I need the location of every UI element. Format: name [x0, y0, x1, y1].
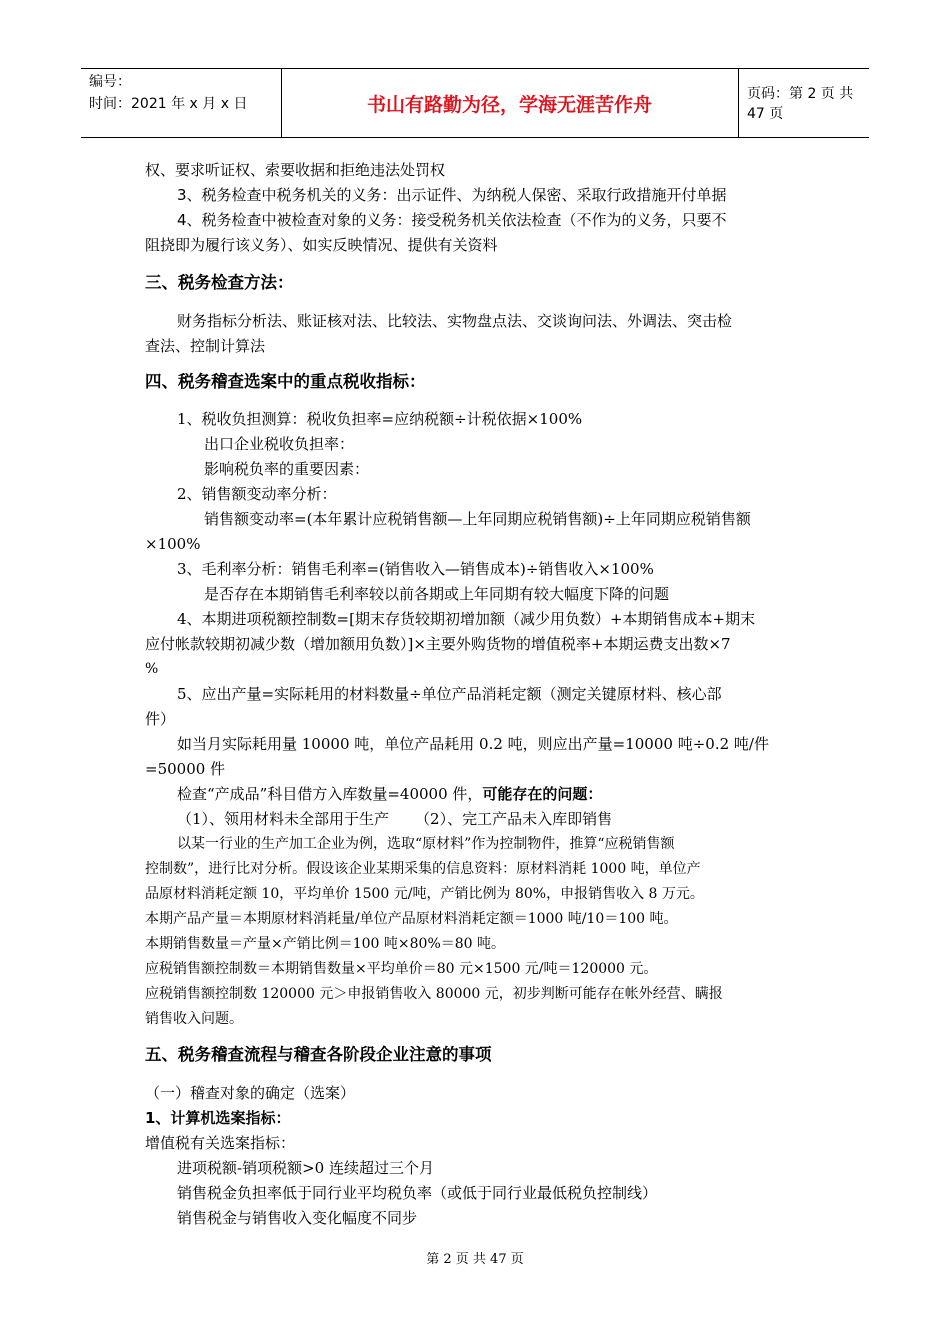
body-line: 3、税务检查中税务机关的义务：出示证件、为纳税人保密、采取行政措施开付单据: [177, 186, 727, 204]
section-heading: 四、税务稽查选案中的重点税收指标：: [145, 372, 426, 391]
body-text: 检查“产成品”科目借方入库数量=40000 件，: [177, 785, 483, 803]
body-line: 件）: [145, 710, 176, 728]
body-line: [177, 809, 612, 829]
body-line: 1、税收负担测算：税收负担率=应纳税额÷计税依据×100%: [177, 410, 583, 428]
body-line: 销售额变动率=(本年累计应税销售额—上年同期应税销售额)÷上年同期应税销售额: [204, 510, 751, 528]
body-line: 查法、控制计算法: [145, 337, 266, 355]
body-line: 是否存在本期销售毛利率较以前各期或上年同期有较大幅度下降的问题: [204, 585, 670, 603]
body-line: 销售收入问题。: [145, 1011, 243, 1027]
subsection-heading: 1、计算机选案指标：: [145, 1109, 291, 1127]
body-line: 应税销售额控制数 120000 元＞申报销售收入 80000 元，初步判断可能存在帐外经营、瞒报: [145, 986, 723, 1002]
body-line: 应税销售额控制数＝本期销售数量×平均单价＝80 元×1500 元/吨＝120000 元。: [145, 961, 658, 977]
body-line: ×100%: [145, 535, 201, 553]
body-line: 销售税金与销售收入变化幅度不同步: [177, 1209, 418, 1227]
body-line: 权、要求听证权、索要收据和拒绝违法处罚权: [145, 161, 446, 179]
bold-emphasis: 可能存在的问题：: [482, 785, 603, 803]
header-meta: [81, 69, 281, 137]
body-line: 如当月实际耗用量 10000 吨，单位产品耗用 0.2 吨，则应出产量=10000 吨÷0.2 吨/件: [177, 735, 769, 753]
body-line: 4、税务检查中被检查对象的义务：接受税务机关依法检查（不作为的义务，只要不: [177, 211, 727, 229]
body-line: 销售税金负担率低于同行业平均税负率（或低于同行业最低税负控制线）: [177, 1184, 658, 1202]
document-time: 时间：2021 年 x 月 x 日: [89, 96, 248, 112]
header-motto: 书山有路勤为径，学海无涯苦作舟: [366, 93, 652, 116]
body-line: 财务指标分析法、账证核对法、比较法、实物盘点法、交谈询问法、外调法、突击检: [177, 312, 733, 330]
body-text: （2）、完工产品未入库即销售: [415, 810, 613, 828]
body-line: 应付帐款较期初减少数（增加额用负数）]×主要外购货物的增值税率+本期运费支出数×7: [145, 635, 731, 653]
page-header: [81, 68, 869, 138]
body-line: 3、毛利率分析：销售毛利率=(销售收入—销售成本)÷销售收入×100%: [177, 560, 654, 578]
body-line: （一）稽查对象的确定（选案）: [145, 1084, 356, 1102]
body-line: 控制数”，进行比对分析。假设该企业某期采集的信息资料：原材料消耗 1000 吨，单位产: [145, 861, 701, 877]
body-line: 进项税额-销项税额>0 连续超过三个月: [177, 1159, 434, 1177]
section-heading: 三、税务检查方法：: [145, 273, 294, 292]
body-line: %: [145, 661, 159, 677]
document-number: 编号：: [89, 74, 131, 90]
body-line: 出口企业税收负担率：: [204, 435, 355, 453]
body-line: 增值税有关选案指标：: [145, 1134, 296, 1152]
body-line: 2、销售额变动率分析：: [177, 485, 337, 503]
body-line: =50000 件: [145, 760, 226, 778]
body-line: 本期产品产量＝本期原材料消耗量/单位产品原材料消耗定额＝1000 吨/10＝100 吨。: [145, 911, 678, 927]
section-heading: 五、税务稽查流程与稽查各阶段企业注意的事项: [145, 1045, 492, 1064]
body-line: 阻挠即为履行该义务）、如实反映情况、提供有关资料: [145, 236, 498, 254]
body-line: 影响税负率的重要因素：: [204, 460, 370, 478]
body-line: 本期销售数量＝产量×产销比例＝100 吨×80%＝80 吨。: [145, 936, 506, 952]
body-line: 品原材料消耗定额 10，平均单价 1500 元/吨，产销比例为 80%，申报销售收入 8 万元。: [145, 886, 704, 902]
header-page-number: 页码：第 2 页 共 47 页: [747, 86, 854, 122]
body-text: （1）、领用材料未全部用于生产: [177, 810, 390, 828]
body-line: 4、本期进项税额控制数=[期末存货较期初增加额（减少用负数）+本期销售成本+期末: [177, 610, 756, 628]
page-footer: 第 2 页 共 47 页: [426, 1252, 524, 1267]
body-line: 5、应出产量=实际耗用的材料数量÷单位产品消耗定额（测定关键原材料、核心部: [177, 685, 722, 703]
body-line: 以某一行业的生产加工企业为例，选取“原材料”作为控制物件，推算“应税销售额: [177, 836, 675, 852]
body-line: [177, 784, 602, 804]
